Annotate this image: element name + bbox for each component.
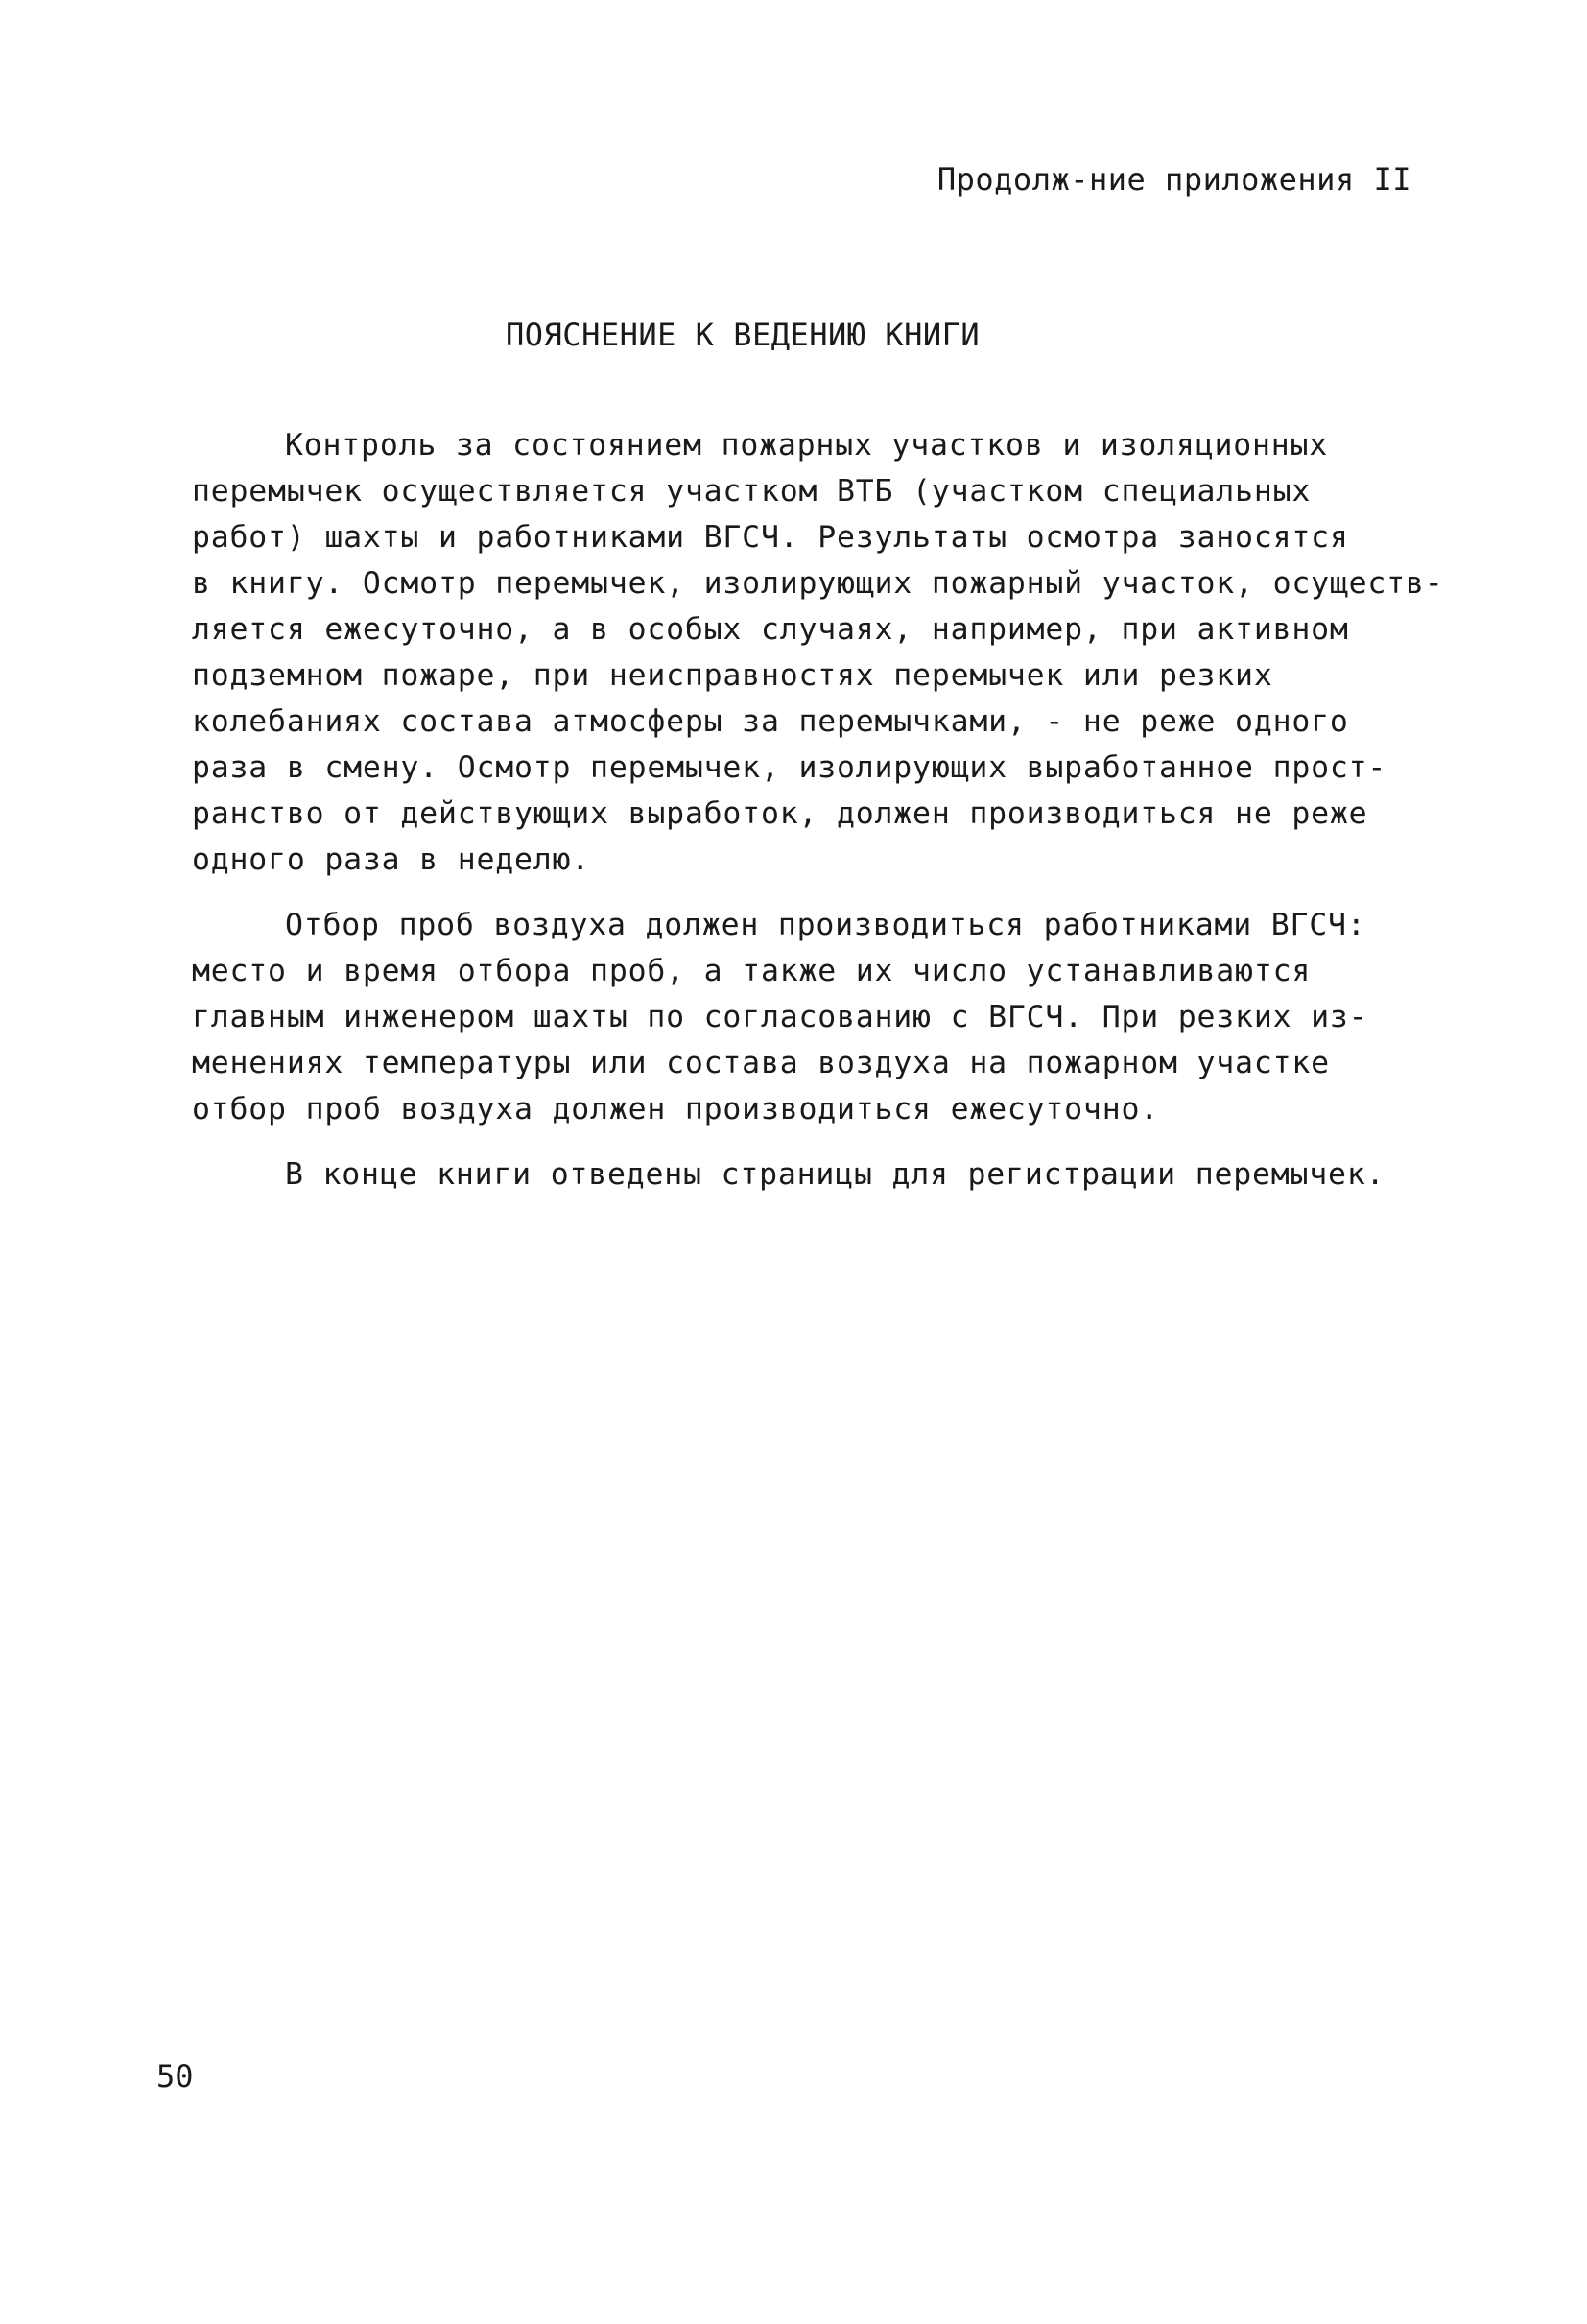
text-line: Отбор проб воздуха должен производиться работниками ВГСЧ: [285, 908, 1366, 942]
text-line: Контроль за состоянием пожарных участков и изоляционных [285, 428, 1329, 462]
text-line: перемычек осуществляется участком ВТБ (участком специальных [192, 474, 1312, 509]
page-number: 50 [156, 2058, 194, 2095]
text-line: ранство от действующих выработок, должен производиться не реже [192, 796, 1368, 831]
section-title: ПОЯСНЕНИЕ К ВЕДЕНИЮ КНИГИ [506, 317, 981, 353]
text-line: подземном пожаре, при неисправностях перемычек или резких [192, 658, 1273, 693]
text-line: место и время отбора проб, а также их число устанавливаются [192, 954, 1312, 988]
text-line: главным инженером шахты по согласованию с ВГСЧ. При резких из- [192, 1000, 1368, 1034]
appendix-continuation-header: Продолж‑ние приложения II [936, 161, 1411, 198]
text-line: В конце книги отведены страницы для регистрации перемычек. [285, 1157, 1386, 1192]
text-line: раза в смену. Осмотр перемычек, изолирующих выработанное прост- [192, 750, 1387, 785]
paragraph-inspection [192, 422, 1444, 883]
text-line: в книгу. Осмотр перемычек, изолирующих пожарный участок, осуществ- [192, 566, 1444, 601]
paragraph-air-sampling [192, 902, 1439, 1132]
body-text [192, 422, 1444, 1217]
text-line: менениях температуры или состава воздуха на пожарном участке [192, 1046, 1330, 1080]
text-line: одного раза в неделю. [192, 842, 591, 877]
text-line: отбор проб воздуха должен производиться ежесуточно. [192, 1092, 1159, 1126]
text-line: колебаниях состава атмосферы за перемычками, - не реже одного [192, 704, 1349, 739]
text-line: ляется ежесуточно, а в особых случаях, например, при активном [192, 612, 1349, 647]
paragraph-registration [192, 1151, 1439, 1198]
text-line: работ) шахты и работниками ВГСЧ. Результаты осмотра заносятся [192, 520, 1349, 555]
